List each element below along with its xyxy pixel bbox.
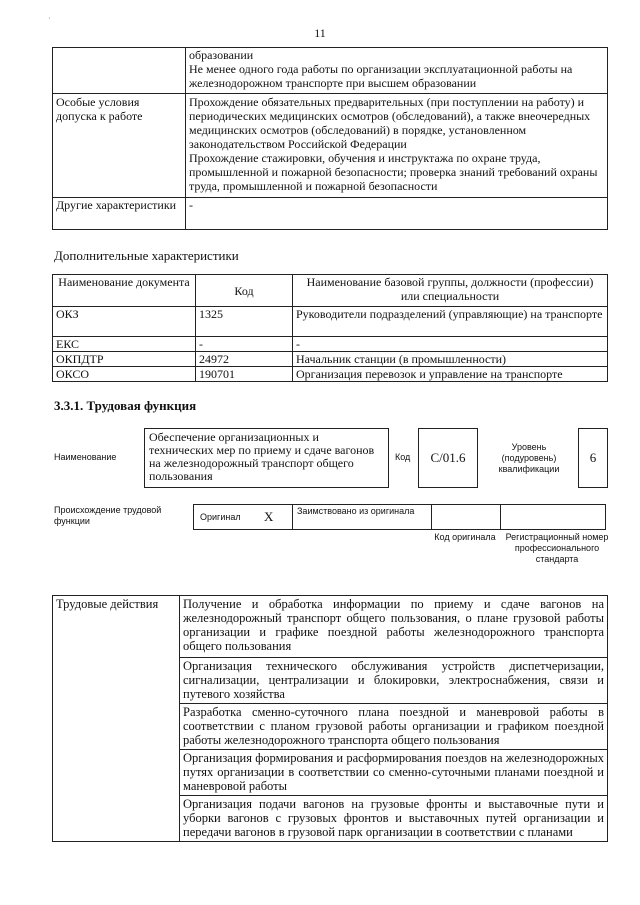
labor-actions-label: Трудовые действия [53,596,180,842]
cell-name: Организация перевозок и управление на транспорте [293,367,608,382]
cell-name: Руководители подразделений (управляющие) на транспорте [293,307,608,337]
reg-number-caption: Регистрационный номер профессионального стандарта [505,532,609,564]
row-content [186,48,608,94]
original-label: Оригинал [200,512,241,522]
row-line: Прохождение стажировки, обучения и инструктажа по охране труда, промышленной и пожарной безопасности; проверка знаний требований охраны труда, промышленной и пожарной безопасности [189,151,598,193]
cell-doc: ОКЗ [53,307,196,337]
row-label [53,48,186,94]
cell-code: 190701 [196,367,293,382]
table-row [53,307,608,337]
labor-action: Организация формирования и расформирования поездов на железнодорожных путях организации в соответствии со сменно-суточными планами поездной и маневровой работы [180,750,608,796]
code-original-caption: Код оригинала [434,532,496,542]
cell-doc: ОКСО [53,367,196,382]
function-name: Обеспечение организационных и технических мер по приему и сдаче вагонов на железнодорожный транспорт общего пользования [144,428,389,488]
table-row [53,337,608,352]
table-row [53,198,608,230]
name-label: Наименование [54,452,117,462]
table-row [53,352,608,367]
row-label: Другие характеристики [53,198,186,230]
table-row [53,94,608,198]
row-line: Не менее одного года работы по организации эксплуатационной работы на железнодорожном транспорте при высшем образовании [189,62,573,90]
labor-action: Организация технического обслуживания устройств диспетчеризации, сигнализации, централизации и блокировки, электроснабжения, связи и путевого хозяйства [180,658,608,704]
scan-mark: · [48,14,51,23]
header-code: Код [196,275,293,307]
code-label: Код [395,452,411,462]
level-label: Уровень (подуровень) квалификации [498,442,560,474]
row-content [186,94,608,198]
page-number: 11 [314,26,326,40]
qualification-level: 6 [578,428,608,488]
origin-label: Происхождение трудовой функции [54,505,162,526]
function-code: С/01.6 [418,428,478,488]
cell-name: Начальник станции (в промышленности) [293,352,608,367]
borrowed-label: Заимствовано из оригинала [297,506,415,516]
origin-row [194,504,606,530]
labor-action: Получение и обработка информации по приему и сдаче вагонов на железнодорожный транспорт общего пользования, о плане грузовой работы организации и графике поездной работы железнодорожного транспорта общего пользования [180,596,608,658]
original-mark: X [264,509,274,524]
requirements-table [52,47,608,230]
original-cell [193,504,293,530]
table-header-row [53,275,608,307]
cell-doc: ЕКС [53,337,196,352]
row-content: - [186,198,608,230]
header-doc: Наименование документа [53,275,196,307]
labor-action: Организация подачи вагонов на грузовые фронты и выставочные пути и уборки вагонов с грузовых фронтов и выставочных путей организации и передачи вагонов в грузовой парк организации в соответствии с планами [180,796,608,842]
borrowed-cell [292,504,432,530]
labor-actions-table [52,595,608,842]
header-name: Наименование базовой группы, должности (профессии) или специальности [293,275,608,307]
table-row [53,367,608,382]
additional-table [52,274,608,382]
table-row [53,596,608,658]
row-label: Особые условия допуска к работе [53,94,186,198]
cell-code: - [196,337,293,352]
additional-title: Дополнительные характеристики [54,248,239,263]
labor-action: Разработка сменно-суточного плана поездной и маневровой работы в соответствии с планом грузовой работы организации и графиком поездной работы железнодорожного транспорта общего пользования [180,704,608,750]
code-original-cell [431,504,501,530]
cell-doc: ОКПДТР [53,352,196,367]
cell-name: - [293,337,608,352]
row-line: образовании [189,48,254,62]
section-title: 3.3.1. Трудовая функция [54,398,197,413]
reg-number-cell [500,504,606,530]
table-row [53,48,608,94]
cell-code: 1325 [196,307,293,337]
cell-code: 24972 [196,352,293,367]
row-line: Прохождение обязательных предварительных (при поступлении на работу) и периодических медицинских осмотров (обследований), а также внеочередных медицинских осмотров (обследований) в порядке, установленном законодательством Российской Федерации [189,95,591,151]
